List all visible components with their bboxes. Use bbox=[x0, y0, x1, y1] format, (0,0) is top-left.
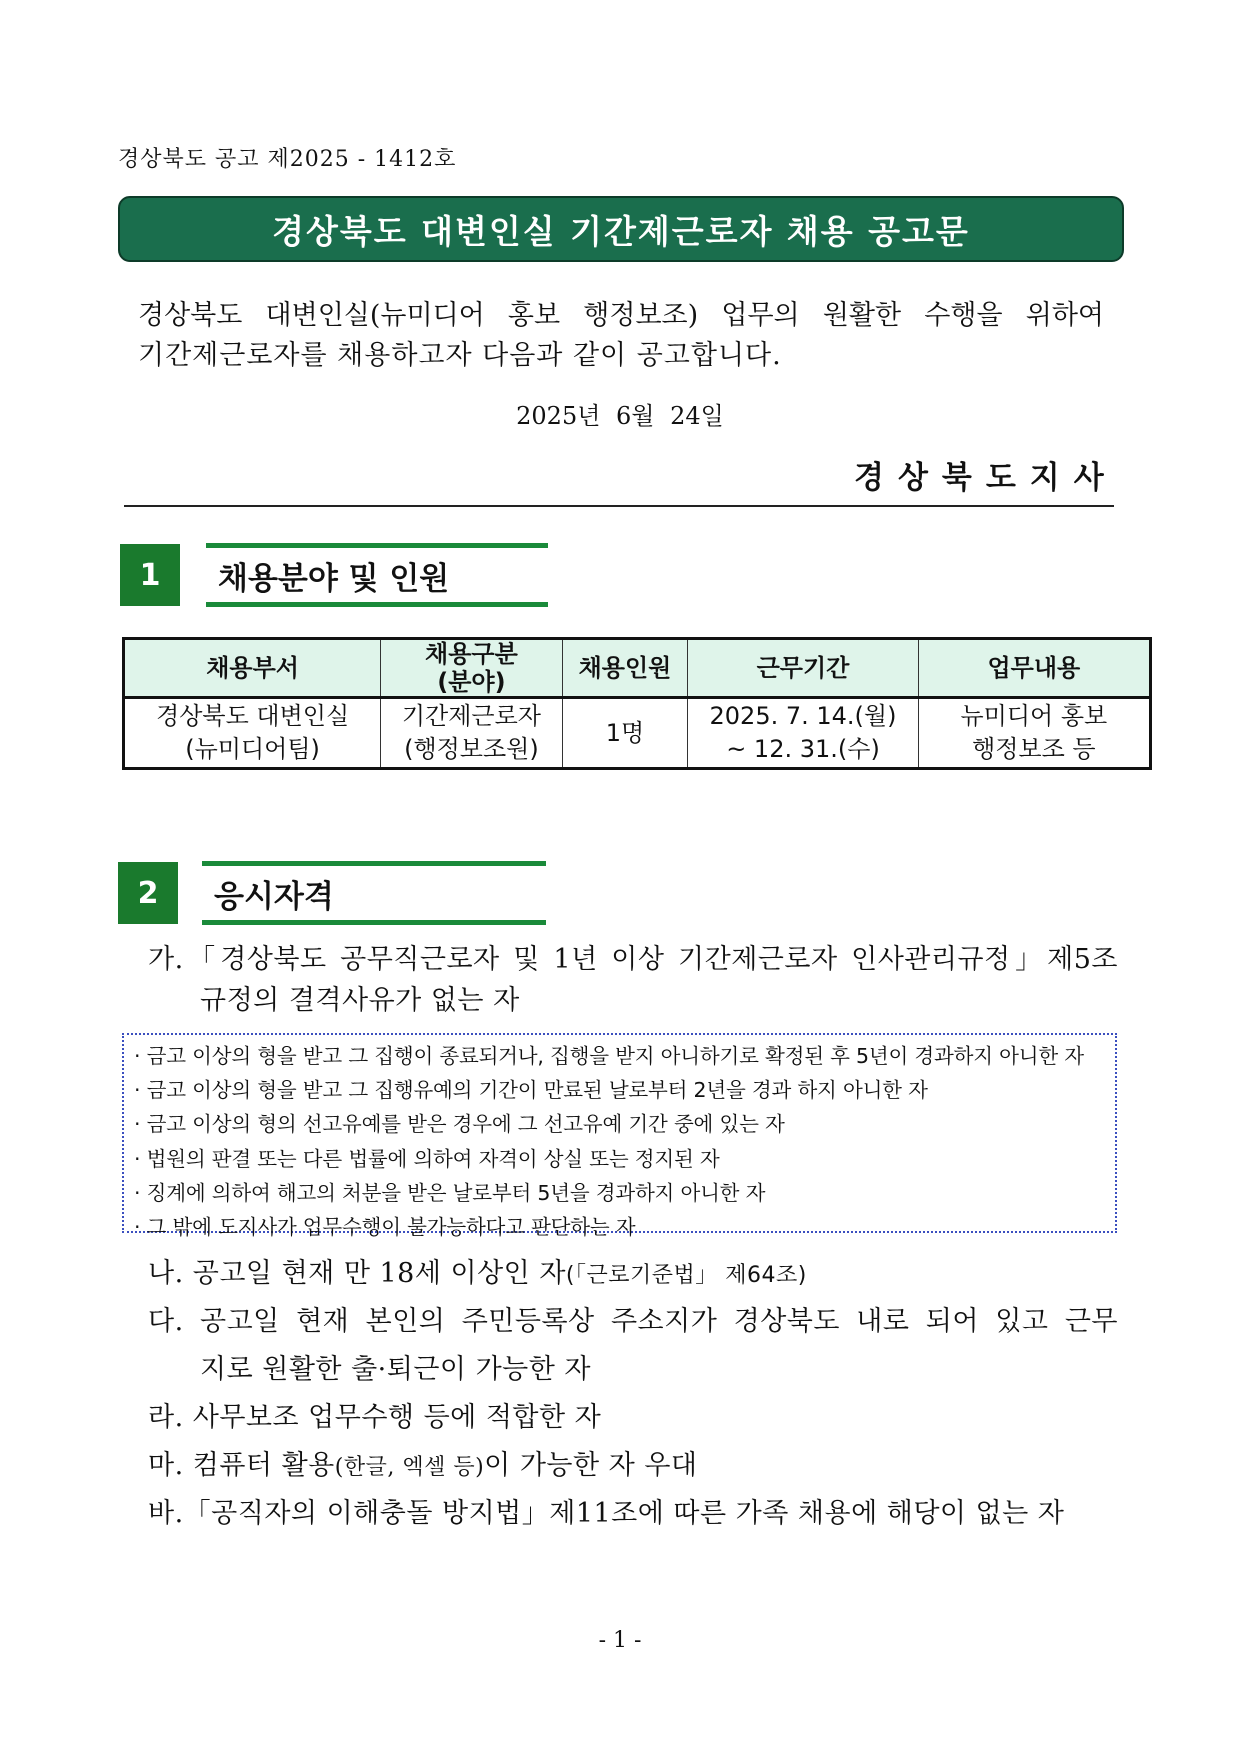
title-banner bbox=[118, 196, 1124, 262]
page-number: - 1 - bbox=[598, 1628, 642, 1653]
notice-number: 경상북도 공고 제2025 - 1412호 bbox=[118, 147, 457, 172]
document-title: 경상북도 대변인실 기간제근로자 채용 공고문 bbox=[272, 211, 970, 251]
list-item: · 금고 이상의 형을 받고 그 집행유예의 기간이 만료된 날로부터 2년을 경과 하지 아니한 자 bbox=[134, 1078, 928, 1103]
qualification-ma-text-a: 마. 컴퓨터 활용 bbox=[148, 1450, 335, 1481]
header-department: 채용부서 bbox=[124, 639, 381, 698]
qualification-ra: 라. 사무보조 업무수행 등에 적합한 자 bbox=[148, 1402, 602, 1433]
header-count: 채용인원 bbox=[562, 639, 688, 698]
divider-rule bbox=[124, 505, 1114, 507]
qualification-ba: 바.「공직자의 이해충돌 방지법」제11조에 따른 가족 채용에 해당이 없는 자 bbox=[148, 1498, 1065, 1529]
qualification-na-text: 나. 공고일 현재 만 18세 이상인 자 bbox=[148, 1258, 566, 1289]
section-2-title-text: 응시자격 bbox=[214, 878, 334, 915]
header-duty: 업무내용 bbox=[918, 639, 1150, 698]
table-header-row bbox=[124, 639, 1151, 698]
cell-duty-line-1: 뉴미디어 홍보 bbox=[960, 702, 1108, 730]
section-2-title bbox=[202, 861, 546, 925]
cell-department-line-2: (뉴미디어팀) bbox=[185, 735, 320, 763]
header-period: 근무기간 bbox=[688, 639, 918, 698]
header-type-line-1: 채용구분 bbox=[425, 640, 518, 668]
qualification-da-line-2: 지로 원활한 출·퇴근이 가능한 자 bbox=[200, 1354, 591, 1385]
cell-count: 1명 bbox=[562, 698, 688, 769]
section-1-number: 1 bbox=[120, 544, 180, 606]
section-2-number: 2 bbox=[118, 862, 178, 924]
list-item: · 징계에 의하여 해고의 처분을 받은 날로부터 5년을 경과하지 아니한 자 bbox=[134, 1180, 766, 1205]
disqualification-box bbox=[122, 1033, 1117, 1240]
issuer-name: 경상북도지사 bbox=[854, 460, 1118, 496]
table-row bbox=[124, 698, 1151, 769]
qualification-ga-line-1: 가.「경상북도 공무직근로자 및 1년 이상 기간제근로자 인사관리규정」제5조 bbox=[148, 944, 1118, 975]
list-item: · 법원의 판결 또는 다른 법률에 의하여 자격이 상실 또는 정지된 자 bbox=[134, 1146, 720, 1171]
cell-duty bbox=[918, 698, 1150, 769]
cell-period-line-2: ~ 12. 31.(수) bbox=[726, 735, 880, 763]
qualification-na-note: (「근로기준법」 제64조) bbox=[565, 1263, 807, 1288]
qualification-ma-note: (한글, 엑셀 등) bbox=[334, 1455, 485, 1480]
section-1-title bbox=[206, 543, 548, 607]
section-1-title-text: 채용분야 및 인원 bbox=[218, 560, 450, 597]
announcement-date: 2025년 6월 24일 bbox=[516, 402, 724, 430]
qualification-na bbox=[148, 1254, 807, 1296]
cell-duty-line-2: 행정보조 등 bbox=[972, 735, 1096, 763]
qualification-ma bbox=[148, 1446, 697, 1488]
cell-type-line-1: 기간제근로자 bbox=[401, 702, 541, 730]
cell-department-line-1: 경상북도 대변인실 bbox=[156, 702, 350, 730]
qualification-da-line-1: 다. 공고일 현재 본인의 주민등록상 주소지가 경상북도 내로 되어 있고 근무 bbox=[148, 1306, 1118, 1337]
qualification-ma-text-b: 이 가능한 자 우대 bbox=[484, 1450, 698, 1481]
intro-line-2: 기간제근로자를 채용하고자 다음과 같이 공고합니다. bbox=[138, 340, 782, 371]
list-item: · 그 밖에 도지사가 업무수행이 불가능하다고 판단하는 자 bbox=[134, 1215, 636, 1240]
header-type bbox=[381, 639, 562, 698]
header-type-line-2: (분야) bbox=[437, 668, 506, 696]
cell-type bbox=[381, 698, 562, 769]
cell-period bbox=[688, 698, 918, 769]
cell-department bbox=[124, 698, 381, 769]
recruitment-table bbox=[122, 637, 1152, 770]
list-item: · 금고 이상의 형의 선고유예를 받은 경우에 그 선고유예 기간 중에 있는 자 bbox=[134, 1112, 785, 1137]
intro-line-1: 경상북도 대변인실(뉴미디어 홍보 행정보조) 업무의 원활한 수행을 위하여 bbox=[138, 300, 1104, 331]
list-item: · 금고 이상의 형을 받고 그 집행이 종료되거나, 집행을 받지 아니하기로 확정된 후 5년이 경과하지 아니한 자 bbox=[134, 1044, 1084, 1068]
cell-period-line-1: 2025. 7. 14.(월) bbox=[709, 702, 897, 730]
qualification-ga-line-2: 규정의 결격사유가 없는 자 bbox=[200, 985, 520, 1016]
cell-type-line-2: (행정보조원) bbox=[404, 735, 539, 763]
